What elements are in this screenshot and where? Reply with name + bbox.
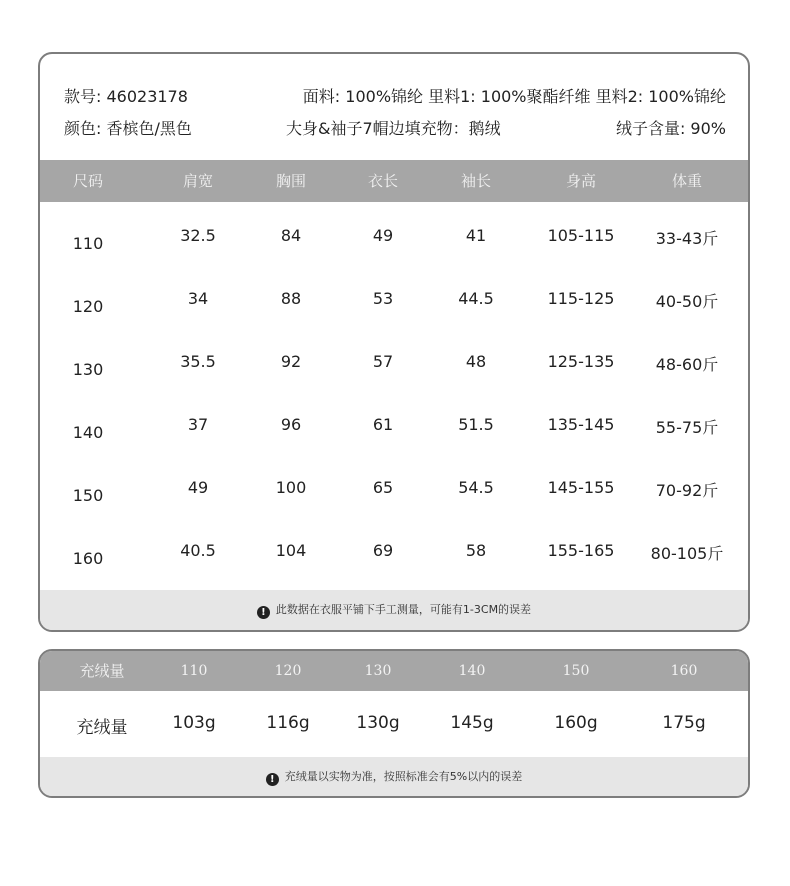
fill-column-header: 130 <box>364 663 392 679</box>
measurement-cell: 61 <box>372 415 394 434</box>
measurement-cell: 104 <box>275 541 307 560</box>
measurement-cell: 96 <box>280 415 302 434</box>
measurement-cell: 35.5 <box>180 352 216 371</box>
measurement-cell: 115-125 <box>547 289 615 308</box>
fill-weight-cell: 145g <box>450 713 494 733</box>
size-column-header: 胸围 <box>275 172 307 190</box>
table-row <box>40 352 748 415</box>
table-row <box>40 226 748 289</box>
fill-note <box>40 757 748 796</box>
measurement-cell: 69 <box>372 541 394 560</box>
measurement-cell: 125-135 <box>547 352 615 371</box>
measurement-cell: 54.5 <box>458 478 494 497</box>
measurement-cell: 84 <box>280 226 302 245</box>
info-row-2 <box>64 116 726 140</box>
fill-column-header: 110 <box>180 663 208 679</box>
size-table-header <box>40 160 748 202</box>
fill-table-row <box>40 691 748 759</box>
size-cell: 160 <box>72 549 104 568</box>
fill-column-header: 充绒量 <box>79 662 125 680</box>
size-table-body <box>40 202 748 592</box>
table-row <box>40 289 748 352</box>
measurement-cell: 37 <box>187 415 209 434</box>
size-column-header: 尺码 <box>72 172 104 190</box>
material-info: 面料: 100%锦纶 里料1: 100%聚酯纤维 里料2: 100%锦纶 <box>302 87 726 106</box>
measurement-cell: 80-105斤 <box>650 544 724 563</box>
measurement-cell: 88 <box>280 289 302 308</box>
measurement-cell: 51.5 <box>458 415 494 434</box>
measurement-note-text: 此数据在衣服平铺下手工测量，可能有1-3CM的误差 <box>275 603 532 616</box>
measurement-cell: 49 <box>372 226 394 245</box>
measurement-cell: 65 <box>372 478 394 497</box>
fill-weight-cell: 160g <box>554 713 598 733</box>
fill-column-header: 150 <box>562 663 590 679</box>
measurement-cell: 40.5 <box>180 541 216 560</box>
fill-note-text: 充绒量以实物为准，按照标准会有5%以内的误差 <box>284 770 523 783</box>
size-column-header: 袖长 <box>460 172 492 190</box>
table-row <box>40 478 748 541</box>
size-cell: 120 <box>72 297 104 316</box>
size-column-header: 身高 <box>565 172 597 190</box>
size-cell: 140 <box>72 423 104 442</box>
fill-column-header: 160 <box>670 663 698 679</box>
measurement-cell: 48-60斤 <box>655 355 719 374</box>
measurement-cell: 32.5 <box>180 226 216 245</box>
measurement-cell: 33-43斤 <box>655 229 719 248</box>
table-row <box>40 415 748 478</box>
measurement-cell: 40-50斤 <box>655 292 719 311</box>
size-column-header: 衣长 <box>367 172 399 190</box>
measurement-cell: 105-115 <box>547 226 615 245</box>
measurement-cell: 53 <box>372 289 394 308</box>
measurement-cell: 34 <box>187 289 209 308</box>
fill-column-header: 120 <box>274 663 302 679</box>
style-number: 款号: 46023178 <box>64 87 188 106</box>
fill-weight-cell: 103g <box>172 713 216 733</box>
measurement-note <box>40 590 748 630</box>
size-cell: 130 <box>72 360 104 379</box>
measurement-cell: 70-92斤 <box>655 481 719 500</box>
filling-info: 大身&袖子7帽边填充物：鹅绒 <box>286 119 501 138</box>
fill-weight-card <box>38 649 750 798</box>
size-cell: 110 <box>72 234 104 253</box>
exclamation-circle-icon: ! <box>266 773 279 786</box>
measurement-cell: 41 <box>465 226 487 245</box>
measurement-cell: 55-75斤 <box>655 418 719 437</box>
measurement-cell: 58 <box>465 541 487 560</box>
measurement-cell: 155-165 <box>547 541 615 560</box>
size-column-header: 肩宽 <box>182 172 214 190</box>
color-info: 颜色: 香槟色/黑色 <box>64 119 192 138</box>
size-chart-card <box>38 52 750 632</box>
measurement-cell: 135-145 <box>547 415 615 434</box>
info-row-1 <box>64 84 726 108</box>
measurement-cell: 145-155 <box>547 478 615 497</box>
measurement-cell: 44.5 <box>458 289 494 308</box>
product-info <box>40 54 748 160</box>
exclamation-circle-icon: ! <box>257 606 270 619</box>
fill-weight-cell: 130g <box>356 713 400 733</box>
size-cell: 150 <box>72 486 104 505</box>
fill-weight-cell: 175g <box>662 713 706 733</box>
fill-column-header: 140 <box>458 663 486 679</box>
size-column-header: 体重 <box>671 172 703 190</box>
measurement-cell: 100 <box>275 478 307 497</box>
fill-row-label: 充绒量 <box>76 718 128 738</box>
fill-table-header <box>40 651 748 691</box>
measurement-cell: 48 <box>465 352 487 371</box>
fill-weight-cell: 116g <box>266 713 310 733</box>
measurement-cell: 57 <box>372 352 394 371</box>
measurement-cell: 92 <box>280 352 302 371</box>
down-content-info: 绒子含量: 90% <box>615 119 726 138</box>
measurement-cell: 49 <box>187 478 209 497</box>
